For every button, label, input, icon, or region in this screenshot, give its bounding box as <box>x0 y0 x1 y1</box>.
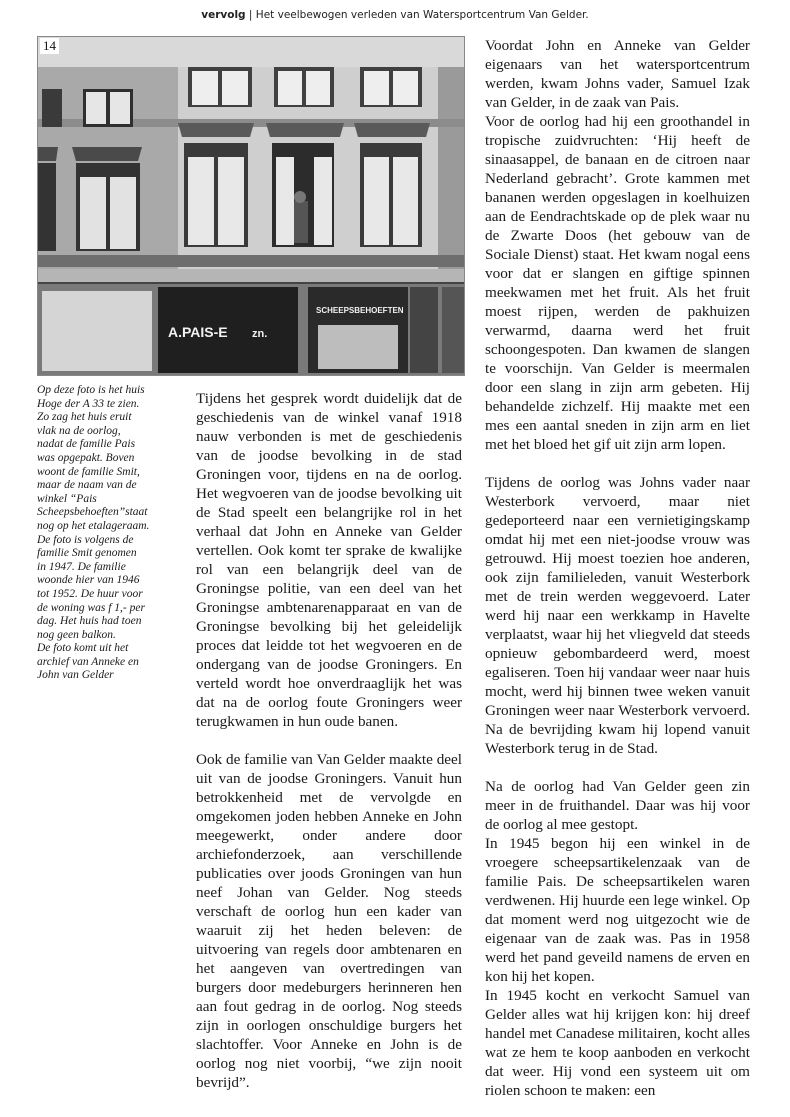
body-paragraph: Voor de oorlog had hij een groothandel in tropische zuidvruchten: ‘Hij heeft de sinaasappel, de banaan en de citroen naar Nederland gebracht’. Grote kammen met bananen werden opgeslagen in koelhuizen aan de Eendrachtskade op de plek waar nu de Zwarte Doos (het gebouw van de Sociale Dienst) staat. Het kwam nogal eens voor dat er slangen en giftige spinnen meekwamen met het fruit. Als het fruit moest rijpen, werden de pakhuizen verwarmd, daarna werd het fruit schoongespoten. Dan kwamen de slangen te voorschijn. Van Gelder is meermalen door een slang in zijn arm gebeten. Hij behandelde zichzelf. Hij maakte met een mes een aantal sneden in zijn arm en liet met het bloed het gif uit zijn arm lopen. <box>485 113 750 453</box>
caption-line: De foto komt uit het <box>37 642 129 655</box>
middle-text-column <box>196 389 462 1092</box>
caption-line: familie Smit genomen <box>37 547 137 560</box>
body-paragraph: Tijdens de oorlog was Johns vader naar Westerbork vervoerd, maar niet gedeporteerd naar een vernietigingskamp omdat hij met een niet-joodse vrouw was getrouwd. Hij moest toezien hoe anderen, ook zijn familieleden, vanuit Westerbork met de trein werden weggevoerd. Later werd hij naar een werkkamp in Havelte verplaatst, waar hij het vliegveld dat steeds opnieuw gebombardeerd werd, moest egaliseren. Toen hij vandaar weer naar huis mocht, werd hij binnen twee weken vanuit Groningen weer naar Westerbork vervoerd. Na de bevrijding kwam hij lopend vanuit Westerbork terug in de Stad. <box>485 474 750 757</box>
header-separator: | <box>245 9 256 21</box>
body-paragraph: Tijdens het gesprek wordt duidelijk dat de geschiedenis van de winkel vanaf 1918 nauw verbonden is met de geschiedenis van de joodse bevolking in de stad Groningen voor, tijdens en na de oorlog. Het wegvoeren van de joodse bevolking uit de Stad speelt een belangrijke rol in het verhaal dat John en Anneke van Gelder vertellen. Ook komt ter sprake de kwalijke rol van een belangrijk deel van de Groningse politie, van een deel van het Groningse ambtenarenapparaat en van de Groningse bevolking bij het geleidelijk proces dat leidde tot het wegvoeren en de ondergang van de joodse Groningers. En verteld wordt hoe onverdraaglijk het was dat na de oorlog foute Groningers weer terugkwamen in hun oude banen. <box>196 390 462 730</box>
caption-line: De foto is volgens de <box>37 533 134 546</box>
caption-line: dag. Het huis had toen <box>37 615 142 628</box>
caption-line: Scheepsbehoeften”staat <box>37 506 148 519</box>
caption-line: maar de naam van de <box>37 479 137 492</box>
shop-sign-right: SCHEEPSBEHOEFTEN <box>316 306 404 315</box>
caption-line: woonde hier van 1946 <box>37 574 140 587</box>
right-text-column <box>485 36 750 1100</box>
caption-line: winkel “Pais <box>37 492 97 505</box>
caption-line: Zo zag het huis eruit <box>37 411 132 424</box>
building-photo <box>37 36 465 376</box>
caption-line: archief van Anneke en <box>37 655 139 668</box>
running-header <box>0 9 790 21</box>
caption-line: nog op het etalageraam. <box>37 519 150 532</box>
header-title: Het veelbewogen verleden van Watersportcentrum Van Gelder. <box>255 9 589 21</box>
body-paragraph: In 1945 begon hij een winkel in de vroegere scheepsartikelenzaak van de familie Pais. De scheepsartikelen waren verdwenen. Hij huurde een lege winkel. Op dat moment werd nog uitgezocht wie de eigenaar van de zaak was. Pas in 1958 werd het pand geveild namens de erven en kon hij het kopen. <box>485 835 750 985</box>
caption-line: tot 1952. De huur voor <box>37 587 143 600</box>
header-prefix: vervolg <box>201 9 246 21</box>
caption-line: de woning was f 1,- per <box>37 601 145 614</box>
caption-line: Op deze foto is het huis <box>37 384 145 396</box>
body-paragraph: Ook de familie van Van Gelder maakte deel uit van de joodse Groningers. Vanuit hun betrokkenheid met de vervolgde en omgekomen joden hebben Anneke en John meegewerkt, onder andere door archiefonderzoek, aan verschillende publicaties over joods Groningen van hun neef Johan van Gelder. Nog steeds verschaft de oorlog hun een kader van waaruit zij het heden beleven: de uitvoering van regels door ambtenaren en het aangeven van overtredingen van burgers door medeburgers herinneren hen aan fout gedrag in de oorlog. Nog steeds zijn in oorlogen onschuldige burgers het slachtoffer. Voor Anneke en John is de oorlog nog niet voorbij, “we zijn nooit bevrijd”. <box>196 751 462 1091</box>
caption-line: John van Gelder <box>37 669 114 682</box>
body-paragraph: Na de oorlog had Van Gelder geen zin meer in de fruithandel. Daar was hij voor de oorlog al mee gestopt. <box>485 778 750 833</box>
page-number: 14 <box>40 38 59 54</box>
caption-line: nadat de familie Pais <box>37 438 136 451</box>
caption-line: in 1947. De familie <box>37 560 126 573</box>
caption-line: nog geen balkon. <box>37 628 116 641</box>
caption-line: vlak na de oorlog, <box>37 424 121 437</box>
shop-sign-left: A.PAIS-E <box>168 324 228 340</box>
photo-caption <box>37 384 175 683</box>
body-paragraph: Voordat John en Anneke van Gelder eigenaars van het watersportcentrum werden, kwam Johns vader, Samuel Izak van Gelder, in de zaak van Pais. <box>485 37 750 111</box>
caption-line: woont de familie Smit, <box>37 465 140 478</box>
shop-sign-left-suffix: zn. <box>252 328 268 340</box>
caption-line: was opgepakt. Boven <box>37 451 135 464</box>
caption-line: Hoge der A 33 te zien. <box>37 397 140 410</box>
facade-illustration <box>38 37 464 375</box>
body-paragraph: In 1945 kocht en verkocht Samuel van Gelder alles wat hij krijgen kon: hij dreef handel met Canadese militairen, kocht alles wat ze hem te koop aanboden en verkocht dat weer. Hij vond een systeem uit om riolen schoon te maken: een <box>485 987 750 1099</box>
